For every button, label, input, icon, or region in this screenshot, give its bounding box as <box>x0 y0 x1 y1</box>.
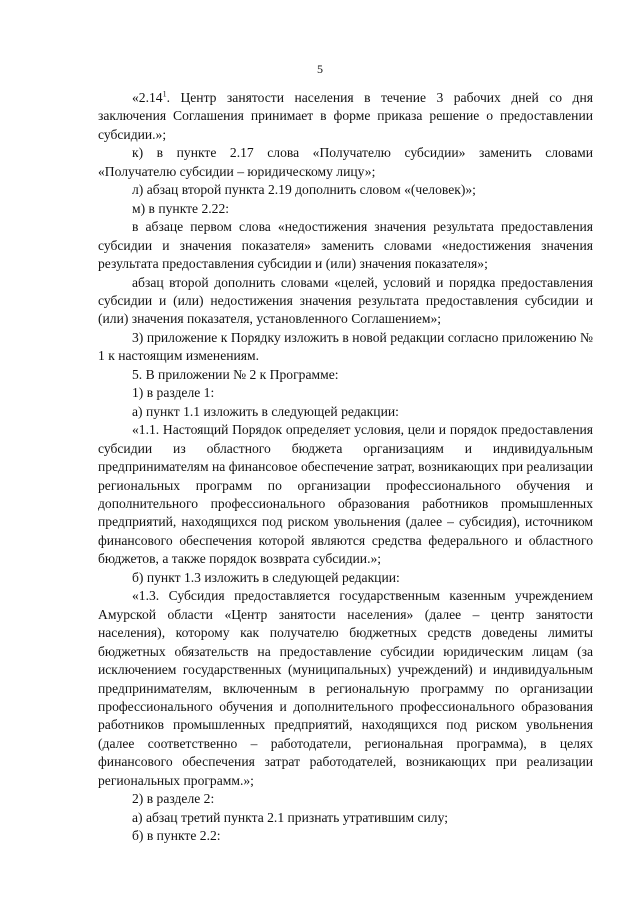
paragraph-item-m: м) в пункте 2.22: <box>132 200 230 216</box>
paragraph-item-m-abzac-1: в абзаце первом слова «недостижения значения результата предоставления субсидии и значения показателя» заменить словами «недостижения значения результата предоставления субсидии и (или) значения показателя»; <box>98 219 593 272</box>
paragraph-clause-2-14-1: «2.14$^1$. Центр занятости населения в течение 3 рабочих дней со дня заключения Соглашения принимает в форме приказа решение о предоставлении субсидии.»; <box>98 89 593 142</box>
paragraph-clause-1-3: «1.3. Субсидия предоставляется государственным казенным учреждением Амурской области «Центр занятости населения» (далее – центр занятости населения), которому как получателю бюджетных средств доведены лимиты бюджетных обязательств на предоставление субсидии юридическим лицам (за исключением государственных (муниципальных) учреждений) и индивидуальным предпринимателям, включенным в региональную программу по организации профессионального обучения и дополнительного профессионального образования работников промышленных предприятий, находящихся под риском увольнения (далее соответственно – работодатели, региональная программа), в целях финансового обеспечения затрат работодателей, возникающих при реализации региональных программ.»; <box>98 588 593 788</box>
paragraph-item-b-2-2: б) в пункте 2.2: <box>132 828 221 844</box>
document-body <box>98 89 593 846</box>
paragraph-razdel-1: 1) в разделе 1: <box>132 385 215 401</box>
paragraph-razdel-2: 2) в разделе 2: <box>132 791 215 807</box>
paragraph-clause-1-1: «1.1. Настоящий Порядок определяет условия, цели и порядок предоставления субсидии из областного бюджета организациям и индивидуальным предпринимателям на финансовое обеспечение затрат, возникающих при реализации региональных программ по организации профессионального обучения и дополнительного профессионального образования работников промышленных предприятий, находящихся под риском увольнения (далее – субсидия), источником финансового обеспечения которой являются средства федерального и областного бюджетов, а также порядок возврата субсидии.»; <box>98 422 593 567</box>
paragraph-item-3: 3) приложение к Порядку изложить в новой редакции согласно приложению № 1 к настоящим изменениям. <box>98 329 593 364</box>
paragraph-item-a-2-1: а) абзац третий пункта 2.1 признать утратившим силу; <box>132 809 448 825</box>
paragraph-item-a-1-1: а) пункт 1.1 изложить в следующей редакции: <box>132 403 399 419</box>
paragraph-item-b-1-3: б) пункт 1.3 изложить в следующей редакции: <box>132 569 400 585</box>
paragraph-section-5: 5. В приложении № 2 к Программе: <box>132 366 339 382</box>
paragraph-item-l: л) абзац второй пункта 2.19 дополнить словом «(человек)»; <box>132 182 476 198</box>
paragraph-item-k: к) в пункте 2.17 слова «Получателю субсидии» заменить словами «Получателю субсидии – юридическому лицу»; <box>98 145 593 179</box>
page-number: 5 <box>317 62 323 76</box>
paragraph-item-m-abzac-2: абзац второй дополнить словами «целей, условий и порядка предоставления субсидии и (или) недостижения значения результата предоставления субсидии и (или) значения показателя, установленного Соглашением»; <box>98 274 593 327</box>
